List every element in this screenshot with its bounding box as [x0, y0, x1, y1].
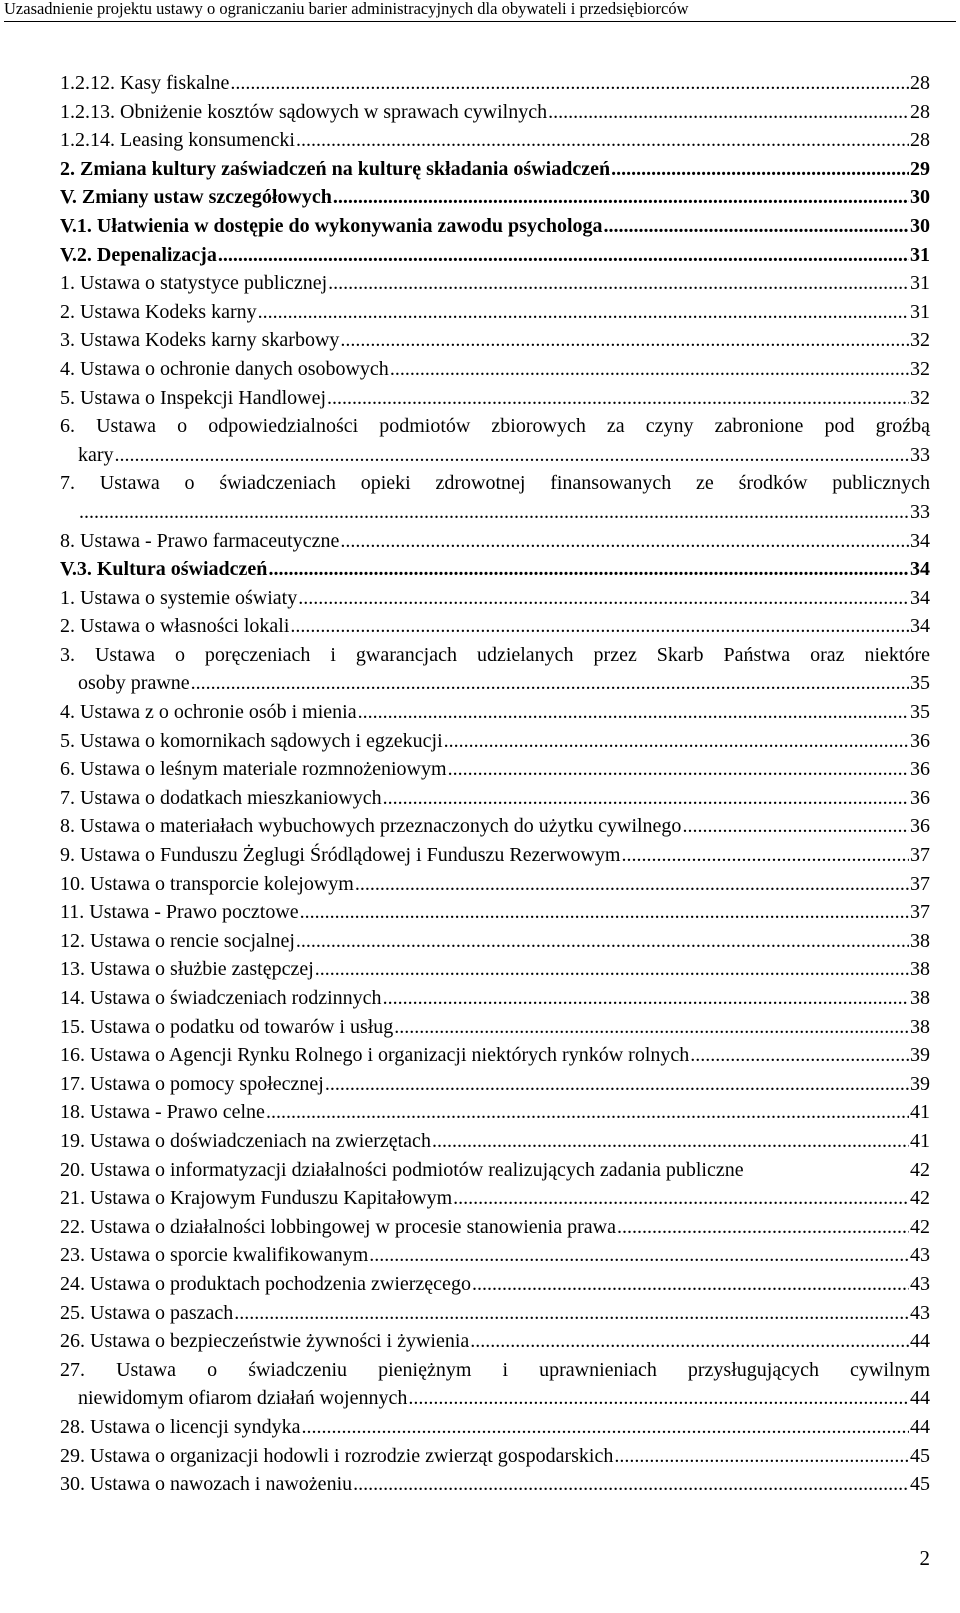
toc-page-number: 28: [910, 129, 930, 152]
toc-entry[interactable]: [60, 1127, 930, 1156]
toc-entry[interactable]: [60, 698, 930, 727]
toc-entry-title-continued: kary: [78, 443, 114, 466]
toc-entry-text: [60, 898, 299, 927]
toc-leader-dots: [296, 126, 909, 155]
toc-page-number: 30: [910, 186, 930, 209]
toc-entry-number: 23.: [60, 1244, 85, 1267]
toc-entry-text: [60, 984, 382, 1013]
toc-entry-number: 26.: [60, 1330, 85, 1353]
toc-page-number: 31: [910, 243, 930, 266]
toc-entry[interactable]: [60, 269, 930, 298]
toc-leader-dots: [390, 355, 909, 384]
toc-leader-dots: [408, 1384, 909, 1413]
toc-leader-dots: [300, 898, 909, 927]
toc-leader-dots: [333, 183, 909, 212]
toc-entry-text: [60, 870, 354, 899]
toc-entry-title: Ustawa o komornikach sądowych i egzekucji: [80, 729, 443, 752]
toc-entry-text: [60, 727, 443, 756]
toc-entry-title: Ustawa o poręczeniach i gwarancjach udzielanych przez Skarb Państwa oraz niektóre: [94, 643, 931, 666]
toc-leader-dots: [604, 212, 910, 241]
toc-page-number: 44: [910, 1387, 930, 1410]
toc-page-number: 37: [910, 844, 930, 867]
toc-entry-text: [60, 1470, 352, 1499]
toc-entry[interactable]: [60, 955, 930, 984]
toc-entry[interactable]: [60, 984, 930, 1013]
toc-page-number: 39: [910, 1044, 930, 1067]
toc-page-number: 43: [910, 1244, 930, 1267]
toc-leader-dots: [315, 955, 909, 984]
toc-entry-title: Ustawa - Prawo farmaceutyczne: [80, 529, 340, 552]
toc-page-number: 44: [910, 1330, 930, 1353]
toc-entry-title: Ustawa o informatyzacji działalności podmiotów realizujących zadania publiczne: [90, 1158, 744, 1181]
toc-page-number: 32: [910, 329, 930, 352]
toc-entry-number: 7.: [60, 786, 75, 809]
toc-entry[interactable]: [60, 183, 930, 212]
running-header: Uzasadnienie projektu ustawy o ograniczaniu barier administracyjnych dla obywateli i przedsiębiorców: [4, 0, 956, 22]
toc-entry-number: 1.2.13.: [60, 100, 115, 123]
toc-page-number: 42: [910, 1215, 930, 1238]
toc-leader-dots: [302, 1413, 910, 1442]
toc-entry-text: [60, 69, 229, 98]
toc-entry-title: Ustawa o rencie socjalnej: [90, 929, 295, 952]
toc-entry-text: [60, 812, 681, 841]
toc-entry-title: Ustawa o świadczeniu pieniężnym i uprawnieniach przysługujących cywilnym: [116, 1358, 931, 1381]
toc-leader-dots: [266, 1098, 909, 1127]
toc-entry-text: [60, 955, 314, 984]
toc-entry-text: [60, 555, 267, 584]
toc-entry-number: 19.: [60, 1129, 85, 1152]
toc-entry-number: 8.: [60, 529, 75, 552]
toc-entry-text: [60, 326, 339, 355]
toc-entry-number: 4.: [60, 701, 75, 724]
toc-entry-title: Ustawa o własności lokali: [80, 615, 290, 638]
toc-leader-dots: [340, 527, 909, 556]
toc-leader-dots: [383, 984, 909, 1013]
toc-entry[interactable]: [60, 155, 930, 184]
toc-leader-dots: [79, 498, 909, 527]
toc-page-number: 35: [910, 701, 930, 724]
toc-entry-title: Ustawa o świadczeniach opieki zdrowotnej finansowanych ze środków publicznych: [99, 472, 930, 495]
toc-entry-title: Ustawa o świadczeniach rodzinnych: [90, 987, 382, 1009]
toc-page-number: 34: [910, 615, 930, 638]
page-number: 2: [919, 1546, 930, 1570]
toc-page-number: 44: [910, 1415, 930, 1438]
toc-entry[interactable]: [60, 1213, 930, 1242]
toc-page-number: 41: [910, 1129, 930, 1152]
toc-entry[interactable]: [60, 1070, 930, 1099]
toc-page-number: 28: [910, 72, 930, 94]
toc-entry-text: [60, 1241, 368, 1270]
toc-entry[interactable]: [60, 927, 930, 956]
toc-entry-title: Ułatwienia w dostępie do wykonywania zawodu psychologa: [96, 214, 603, 237]
toc-page-number: 43: [910, 1272, 930, 1295]
toc-entry-title: Ustawa o statystyce publicznej: [80, 272, 328, 295]
toc-leader-dots: [353, 1470, 909, 1499]
toc-entry[interactable]: [60, 1013, 930, 1042]
toc-leader-dots: [614, 1442, 909, 1471]
toc-leader-dots: [327, 384, 909, 413]
toc-page-number: 35: [910, 672, 930, 695]
toc-entry-text: [60, 1327, 469, 1356]
toc-leader-dots: [115, 441, 909, 470]
toc-entry-text: [60, 98, 547, 127]
toc-page-number: 38: [910, 929, 930, 952]
toc-entry-number: 14.: [60, 987, 85, 1009]
toc-leader-dots: [448, 755, 909, 784]
toc-entry-text: [60, 1127, 431, 1156]
toc-entry-title: Ustawa Kodeks karny: [80, 300, 257, 323]
toc-entry-title: Ustawa o odpowiedzialności podmiotów zbiorowych za czyny zabronione pod groźbą: [96, 415, 930, 438]
toc-page-number: 38: [910, 1015, 930, 1038]
toc-entry-title: Ustawa o Krajowym Funduszu Kapitałowym: [90, 1187, 453, 1210]
toc-entry[interactable]: [60, 1098, 930, 1127]
toc-entry[interactable]: [60, 1156, 930, 1185]
toc-entry-number: V.3.: [60, 558, 92, 581]
toc-entry-number: 2.: [60, 615, 75, 638]
toc-entry-title: Ustawa o transporcie kolejowym: [90, 872, 354, 895]
toc-entry[interactable]: [60, 1442, 930, 1471]
toc-entry-continuation: [60, 669, 930, 698]
toc-entry-text: [60, 698, 357, 727]
toc-entry-number: 2.: [60, 300, 75, 323]
toc-page-number: 32: [910, 386, 930, 409]
toc-entry-title: Ustawa o leśnym materiale rozmnożeniowym: [80, 758, 447, 781]
toc-leader-dots: [682, 812, 909, 841]
toc-entry-title: Ustawa o Agencji Rynku Rolnego i organizacji niektórych rynków rolnych: [90, 1044, 690, 1067]
toc-leader-dots: [296, 927, 909, 956]
toc-entry[interactable]: [60, 212, 930, 241]
toc-entry-title: Zmiany ustaw szczegółowych: [81, 186, 332, 209]
toc-entry[interactable]: [60, 469, 930, 498]
toc-page-number: 38: [910, 958, 930, 981]
toc-leader-dots: [328, 269, 909, 298]
toc-entry-title-continued: niewidomym ofiarom działań wojennych: [78, 1387, 408, 1410]
toc-page-number: 42: [910, 1187, 930, 1210]
toc-entry-title: Ustawa o bezpieczeństwie żywności i żywienia: [90, 1330, 470, 1353]
toc-entry-continuation: [60, 1384, 930, 1413]
toc-leader-dots: [230, 69, 909, 98]
toc-entry-text: [60, 1184, 452, 1213]
toc-entry-title: Ustawa - Prawo celne: [90, 1101, 265, 1124]
toc-page-number: 36: [910, 815, 930, 838]
toc-page-number: 45: [910, 1444, 930, 1467]
toc-entry-number: 25.: [60, 1301, 85, 1324]
toc-entry[interactable]: [60, 755, 930, 784]
toc-entry[interactable]: [60, 727, 930, 756]
toc-entry-number: 18.: [60, 1101, 85, 1124]
toc-page-number: 31: [910, 300, 930, 323]
toc-entry-text: [60, 755, 447, 784]
toc-entry-text: [60, 298, 257, 327]
toc-entry-text: [60, 384, 326, 413]
toc-entry-text: [60, 1359, 930, 1381]
toc-entry[interactable]: [60, 641, 930, 670]
toc-leader-dots: [340, 326, 909, 355]
toc-entry-text: [60, 584, 297, 613]
toc-leader-dots: [355, 870, 909, 899]
toc-entry-number: 10.: [60, 872, 85, 895]
toc-leader-dots: [453, 1184, 909, 1213]
toc-entry-text: [60, 841, 620, 870]
toc-entry-number: 4.: [60, 357, 75, 380]
toc-entry-text: [60, 784, 382, 813]
toc-entry-title: Ustawa o Funduszu Żeglugi Śródlądowej i Funduszu Rezerwowym: [80, 844, 621, 867]
toc-leader-dots: [234, 1299, 909, 1328]
toc-entry-text: [60, 644, 930, 666]
toc-entry-text: [60, 1413, 301, 1442]
toc-entry-title-continued: osoby prawne: [78, 672, 190, 695]
toc-entry-text: [60, 927, 295, 956]
toc-entry-title: Obniżenie kosztów sądowych w sprawach cywilnych: [120, 100, 548, 123]
toc-entry[interactable]: [60, 1356, 930, 1385]
toc-leader-dots: [444, 727, 909, 756]
toc-entry[interactable]: [60, 412, 930, 441]
toc-entry[interactable]: [60, 1470, 930, 1499]
toc-entry[interactable]: [60, 555, 930, 584]
toc-entry-number: 3.: [60, 643, 75, 666]
toc-entry[interactable]: [60, 870, 930, 899]
toc-leader-dots: [621, 841, 909, 870]
toc-entry[interactable]: [60, 241, 930, 270]
toc-entry-number: 27.: [60, 1358, 85, 1381]
toc-leader-dots: [358, 698, 909, 727]
toc-entry[interactable]: [60, 841, 930, 870]
toc-entry-text: [60, 1041, 689, 1070]
toc-entry[interactable]: [60, 126, 930, 155]
toc-page-number: 43: [910, 1301, 930, 1324]
toc-entry-title: Ustawa o Inspekcji Handlowej: [80, 386, 327, 409]
toc-entry-title: Ustawa o materiałach wybuchowych przeznaczonych do użytku cywilnego: [80, 815, 682, 838]
toc-entry-number: 1.: [60, 272, 75, 295]
toc-leader-dots: [690, 1041, 909, 1070]
toc-entry-text: [60, 1442, 613, 1471]
toc-entry-number: 21.: [60, 1187, 85, 1210]
toc-entry-title: Ustawa o licencji syndyka: [90, 1415, 301, 1438]
toc-page-number: 37: [910, 872, 930, 895]
toc-entry-number: 29.: [60, 1444, 85, 1467]
toc-entry[interactable]: [60, 69, 930, 98]
toc-leader-dots: [298, 584, 909, 613]
toc-entry-number: 5.: [60, 729, 75, 752]
toc-entry-number: 8.: [60, 815, 75, 838]
toc-page-number: 36: [910, 729, 930, 752]
toc-entry-number: 3.: [60, 329, 75, 352]
toc-entry-title: Ustawa o organizacji hodowli i rozrodzie zwierząt gospodarskich: [90, 1444, 614, 1467]
toc-entry-title: Ustawa Kodeks karny skarbowy: [80, 329, 340, 352]
toc-page-number: 36: [910, 758, 930, 781]
toc-entry-text: [60, 1270, 471, 1299]
toc-entry-title: Ustawa o sporcie kwalifikowanym: [90, 1244, 369, 1267]
toc-leader-dots: [617, 1213, 909, 1242]
toc-leader-dots: [394, 1013, 909, 1042]
toc-page-number: 37: [910, 901, 930, 924]
toc-entry-number: 16.: [60, 1044, 85, 1067]
toc-page-number: 41: [910, 1101, 930, 1124]
toc-entry-title: Ustawa o podatku od towarów i usług: [90, 1015, 394, 1038]
toc-entry[interactable]: [60, 527, 930, 556]
toc-entry-title: Ustawa o nawozach i nawożeniu: [90, 1473, 353, 1496]
toc-entry-title: Ustawa z o ochronie osób i mienia: [80, 701, 357, 724]
toc-entry-title: Ustawa o ochronie danych osobowych: [80, 357, 389, 380]
toc-entry-text: [60, 612, 289, 641]
toc-entry-title: Leasing konsumencki: [120, 129, 295, 152]
toc-entry-number: 5.: [60, 386, 75, 409]
toc-entry-number: 15.: [60, 1015, 85, 1038]
toc-entry[interactable]: [60, 584, 930, 613]
toc-entry-title: Ustawa o produktach pochodzenia zwierzęcego: [90, 1272, 471, 1295]
toc-entry-number: 22.: [60, 1215, 85, 1238]
toc-entry-number: 9.: [60, 844, 75, 867]
toc-leader-dots: [258, 298, 909, 327]
toc-entry[interactable]: [60, 1041, 930, 1070]
toc-entry[interactable]: [60, 326, 930, 355]
toc-entry-continuation: [60, 441, 930, 470]
toc-entry-number: 17.: [60, 1072, 85, 1095]
toc-entry-title: Ustawa o doświadczeniach na zwierzętach: [90, 1129, 431, 1152]
toc-page-number: 36: [910, 786, 930, 809]
toc-entry-title: Ustawa o systemie oświaty: [80, 586, 298, 609]
toc-entry-text: [60, 212, 603, 241]
toc-leader-dots: [191, 669, 909, 698]
toc-leader-dots: [218, 241, 909, 270]
toc-page-number: 30: [910, 214, 930, 237]
toc-page-number: 29: [910, 157, 930, 180]
toc-entry-number: 6.: [60, 415, 75, 438]
toc-page-number: 31: [910, 272, 930, 295]
toc-entry-number: 11.: [60, 901, 85, 924]
toc-page-number: 45: [910, 1473, 930, 1496]
toc-entry[interactable]: [60, 898, 930, 927]
toc-entry[interactable]: [60, 1327, 930, 1356]
toc-entry-title: Ustawa o służbie zastępczej: [90, 958, 314, 981]
toc-entry[interactable]: [60, 298, 930, 327]
toc-entry-text: [60, 1070, 324, 1099]
toc-leader-dots: [369, 1241, 909, 1270]
toc-entry[interactable]: [60, 612, 930, 641]
toc-leader-dots: [548, 98, 909, 127]
toc-entry-number: 12.: [60, 929, 85, 952]
toc-entry-text: [60, 527, 339, 556]
toc-entry-text: [60, 1156, 744, 1185]
toc-entry-text: [60, 472, 930, 494]
toc-entry[interactable]: [60, 812, 930, 841]
toc-entry-number: 1.: [60, 586, 75, 609]
toc-entry-number: 7.: [60, 472, 75, 495]
toc-entry[interactable]: [60, 1184, 930, 1213]
toc-entry-number: 2.: [60, 157, 75, 180]
toc-leader-dots: [325, 1070, 909, 1099]
toc-entry-text: [60, 183, 332, 212]
toc-page-number: 42: [910, 1158, 930, 1181]
toc-entry-number: 30.: [60, 1473, 85, 1496]
toc-entry[interactable]: [60, 1241, 930, 1270]
toc-entry-title: Ustawa o dodatkach mieszkaniowych: [80, 786, 382, 809]
table-of-contents: [60, 69, 930, 1499]
toc-leader-dots: [470, 1327, 909, 1356]
toc-page-number: 28: [910, 100, 930, 123]
toc-page-number: 33: [910, 443, 930, 466]
toc-entry-text: [60, 1299, 233, 1328]
toc-entry-number: 6.: [60, 758, 75, 781]
toc-leader-dots: [472, 1270, 909, 1299]
toc-entry[interactable]: [60, 1270, 930, 1299]
toc-entry-title: Ustawa o działalności lobbingowej w procesie stanowienia prawa: [90, 1215, 616, 1238]
toc-entry-number: 24.: [60, 1272, 85, 1295]
toc-leader-dots: [432, 1127, 909, 1156]
toc-entry-title: Ustawa - Prawo pocztowe: [89, 901, 299, 924]
toc-entry-title: Kultura oświadczeń: [96, 558, 268, 581]
toc-page-number: 33: [910, 500, 930, 523]
toc-entry-number: 28.: [60, 1415, 85, 1438]
toc-entry[interactable]: [60, 98, 930, 127]
toc-page-number: 34: [910, 529, 930, 552]
toc-entry[interactable]: [60, 1413, 930, 1442]
toc-leader-dots: [290, 612, 909, 641]
toc-entry-text: [60, 241, 217, 270]
toc-entry-title: Ustawa o pomocy społecznej: [90, 1072, 324, 1095]
toc-page-number: 38: [910, 987, 930, 1009]
toc-page-number: 39: [910, 1072, 930, 1095]
toc-entry-number: 1.2.14.: [60, 129, 115, 152]
toc-entry-text: [60, 1098, 265, 1127]
toc-leader-dots: [611, 155, 909, 184]
toc-entry-number: 1.2.12.: [60, 72, 115, 94]
toc-entry-number: V.: [60, 186, 77, 209]
toc-entry-number: V.2.: [60, 243, 92, 266]
toc-entry-number: 13.: [60, 958, 85, 981]
toc-entry-text: [60, 1013, 393, 1042]
toc-page-number: 34: [910, 586, 930, 609]
toc-entry-number: 20.: [60, 1158, 85, 1181]
toc-entry-title: Zmiana kultury zaświadczeń na kulturę składania oświadczeń: [80, 157, 611, 180]
toc-entry-text: [60, 155, 610, 184]
toc-entry-number: V.1.: [60, 214, 92, 237]
toc-entry-title: Depenalizacja: [96, 243, 217, 266]
toc-leader-dots: [268, 555, 909, 584]
toc-entry[interactable]: [60, 1299, 930, 1328]
toc-entry-text: [60, 355, 389, 384]
toc-entry-text: [60, 269, 327, 298]
toc-entry-text: [60, 1213, 616, 1242]
toc-entry-text: [60, 126, 295, 155]
toc-entry[interactable]: [60, 784, 930, 813]
toc-entry-text: [60, 415, 930, 437]
toc-entry-title: Ustawa o paszach: [90, 1301, 234, 1324]
toc-page-number: 34: [910, 558, 930, 581]
toc-leader-dots: [383, 784, 909, 813]
toc-entry-continuation: [60, 498, 930, 527]
toc-page-number: 32: [910, 357, 930, 380]
toc-entry-title: Kasy fiskalne: [120, 72, 230, 94]
toc-entry[interactable]: [60, 384, 930, 413]
toc-entry[interactable]: [60, 355, 930, 384]
